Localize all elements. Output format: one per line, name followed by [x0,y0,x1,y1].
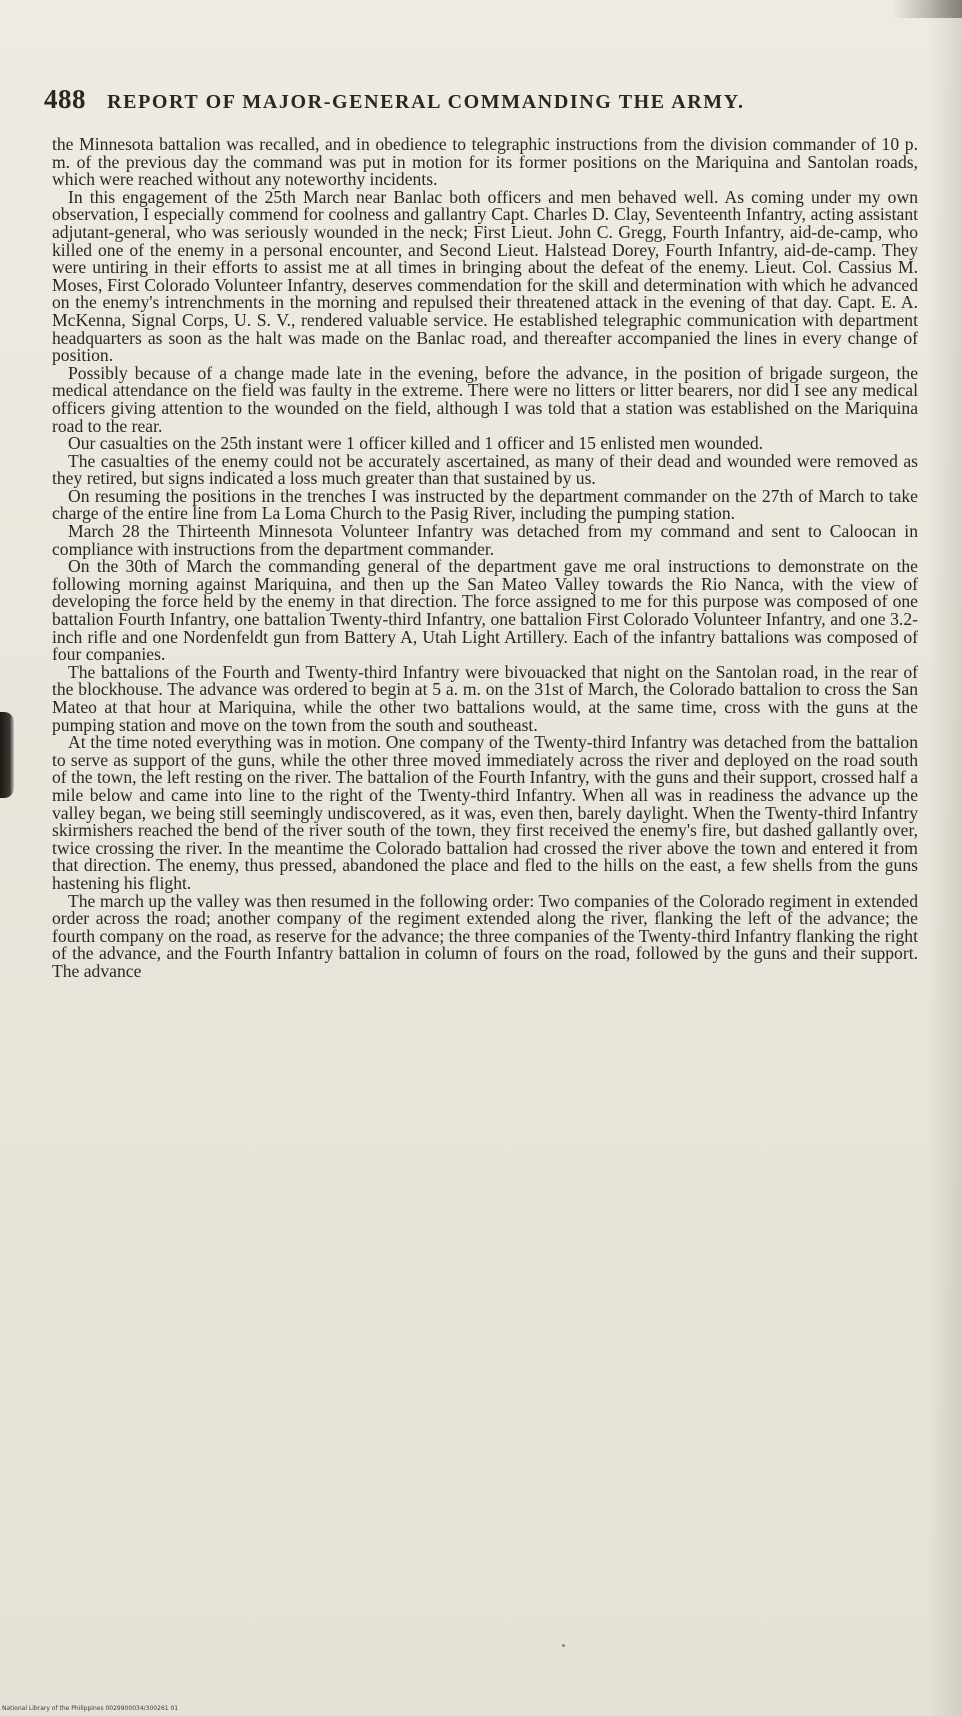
paragraph: Possibly because of a change made late in the evening, before the advance, in the position of brigade surgeon, the medical attendance on the field was faulty in the extreme. There were no litters or litter bearers, nor did I see any medical officers giving attention to the wounded on the field, although I was told that a station was established on the Mariquina road to the rear. [52,362,918,436]
paragraph: In this engagement of the 25th March near Banlac both officers and men behaved well. As coming under my own observation, I especially commend for coolness and gallantry Capt. Charles D. Clay, Seventeenth Infantry, acting assistant adjutant-general, who was seriously wounded in the neck; First Lieut. John C. Gregg, Fourth Infantry, aid-de-camp, who killed one of the enemy in a personal encounter, and Second Lieut. Halstead Dorey, Fourth Infantry, aid-de-camp. They were untiring in their efforts to assist me at all times in bringing about the defeat of the enemy. Lieut. Col. Cassius M. Moses, First Colorado Volunteer Infantry, deserves commendation for the skill and determination with which he advanced on the enemy's intrenchments in the morning and repulsed their threatened attack in the evening of that day. Capt. E. A. McKenna, Signal Corps, U. S. V., rendered valuable service. He established telegraphic communication with department headquarters as soon as the halt was made on the Banlac road, and thereafter accompanied the lines in every change of position. [52,186,918,366]
footer-credit: National Library of the Philippines 0029900034/300261 01 [2,1705,179,1712]
page-header [44,84,924,120]
paragraph: On resuming the positions in the trenches I was instructed by the department commander on the 27th of March to take charge of the entire line from La Loma Church to the Pasig River, including the pumping station. [52,485,918,524]
page-edge-shadow [928,0,962,1716]
body-text [52,136,918,981]
corner-shadow [892,0,962,18]
page-number: 488 [44,84,86,114]
paragraph: The casualties of the enemy could not be accurately ascertained, as many of their dead and wounded were removed as they retired, but signs indicated a loss much greater than that sustained by us. [52,450,918,489]
paragraph: The battalions of the Fourth and Twenty-third Infantry were bivouacked that night on the Santolan road, in the rear of the blockhouse. The advance was ordered to begin at 5 a. m. on the 31st of March, the Colorado battalion to cross the San Mateo at that hour at Mariquina, while the other two battalions would, at the same time, cross with the guns at the pumping station and move on the town from the south and southeast. [52,661,918,735]
running-head: REPORT OF MAJOR-GENERAL COMMANDING THE ARMY. [107,91,745,113]
binding-mark [0,712,14,798]
paragraph: March 28 the Thirteenth Minnesota Volunteer Infantry was detached from my command and sent to Caloocan in compliance with instructions from the department commander. [52,521,918,559]
paragraph: At the time noted everything was in motion. One company of the Twenty-third Infantry was detached from the battalion to serve as support of the guns, while the other three moved immediately across the river and deployed on the road south of the town, the left resting on the river. The battalion of the Fourth Infantry, with the guns and their support, crossed half a mile below and came into line to the right of the Twenty-third Infantry. When all was in readiness the advance up the valley began, we being still seemingly undiscovered, as it was, even then, barely daylight. When the Twenty-third Infantry skirmishers reached the bend of the river south of the town, they first received the enemy's fire, but dashed gallantly over, twice crossing the river. In the meantime the Colorado battalion had crossed the river above the town and entered it from that direction. The enemy, thus pressed, abandoned the place and fled to the hills on the east, a few shells from the guns hastening his flight. [52,732,918,893]
paragraph: On the 30th of March the commanding general of the department gave me oral instructions to demonstrate on the following morning against Mariquina, and then up the San Mateo Valley towards the Rio Nanca, with the view of developing the force held by the enemy in that direction. The force assigned to me for this purpose was composed of one battalion Fourth Infantry, one battalion Twenty-third Infantry, one battalion First Colorado Volunteer Infantry, and one 3.2-inch rifle and one Nordenfeldt gun from Battery A, Utah Light Artillery. Each of the infantry battalions was composed of four companies. [52,556,918,665]
paragraph: The march up the valley was then resumed in the following order: Two companies of the Colorado regiment in extended order across the road; another company of the regiment extended along the river, flanking the left of the advance; the fourth company on the road, as reserve for the advance; the three companies of the Twenty-third Infantry flanking the right of the advance, and the Fourth Infantry battalion in column of fours on the road, followed by the guns and their support. The advance [52,890,918,981]
paragraph: the Minnesota battalion was recalled, and in obedience to telegraphic instructions from the division commander of 10 p. m. of the previous day the command was put in motion for its former positions on the Mariquina and Santolan roads, which were reached without any noteworthy incidents. [52,134,918,190]
ink-speck [562,1644,565,1647]
paragraph: Our casualties on the 25th instant were 1 officer killed and 1 officer and 15 enlisted men wounded. [68,433,764,454]
